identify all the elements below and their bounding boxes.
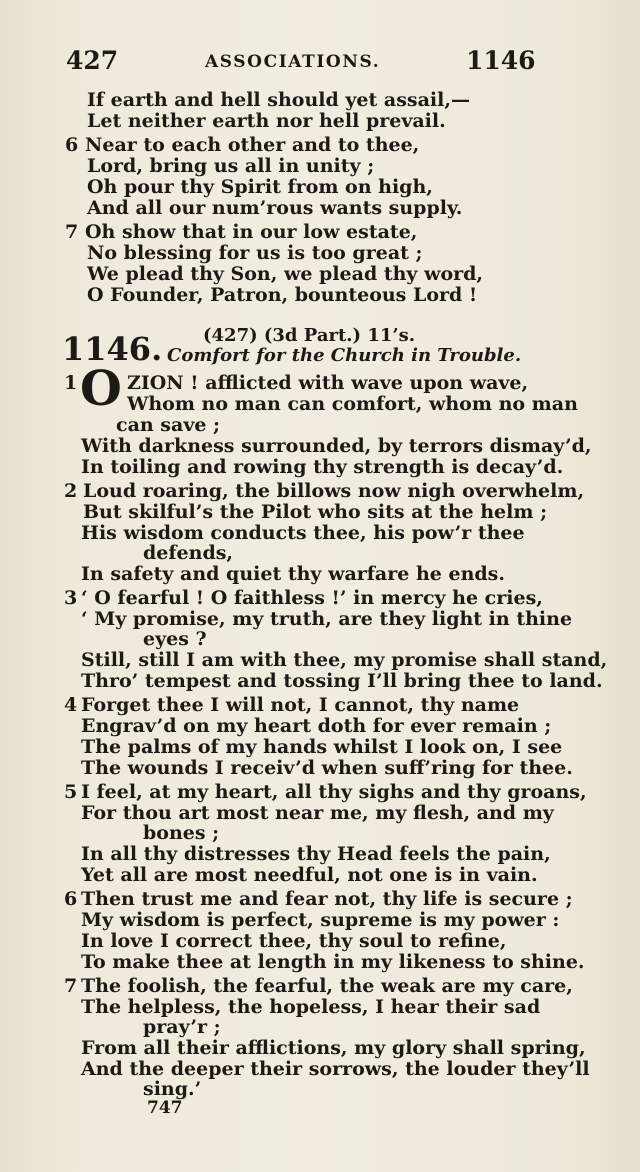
text-line: The wounds I receiv’d when suff’ring for thee. bbox=[81, 757, 573, 779]
text-line: ‘ O fearful ! O faithless !’ in mercy he cries, bbox=[81, 587, 543, 609]
verse-number: 7 bbox=[65, 221, 79, 243]
text-line: Loud roaring, the billows now nigh overwhelm, bbox=[83, 480, 585, 502]
header-hymn-number: 1146 bbox=[466, 46, 536, 75]
text-line: No blessing for us is too great ; bbox=[87, 242, 423, 264]
text-line: The helpless, the hopeless, I hear their sad bbox=[81, 996, 541, 1018]
text-line: The foolish, the fearful, the weak are my care, bbox=[81, 975, 573, 997]
text-line: Yet all are most needful, not one is in vain. bbox=[81, 864, 538, 886]
text-line: His wisdom conducts thee, his pow’r thee bbox=[81, 522, 525, 544]
verse-number: 5 bbox=[64, 781, 78, 803]
text-line: Thro’ tempest and tossing I’ll bring thee to land. bbox=[81, 670, 603, 692]
verse-number: 6 bbox=[64, 888, 78, 910]
text-line: And all our num’rous wants supply. bbox=[87, 197, 463, 219]
verse-number: 3 bbox=[64, 587, 78, 609]
text-line: ‘ My promise, my truth, are they light in thine bbox=[81, 608, 573, 630]
text-line: Let neither earth nor hell prevail. bbox=[87, 110, 446, 132]
text-line: ZION ! afflicted with wave upon wave, bbox=[127, 372, 529, 394]
text-line: O Founder, Patron, bounteous Lord ! bbox=[87, 284, 478, 306]
text-line: bones ; bbox=[143, 822, 220, 844]
text-line: The palms of my hands whilst I look on, I see bbox=[81, 736, 563, 758]
verse-number: 6 bbox=[65, 134, 79, 156]
text-line: I feel, at my heart, all thy sighs and thy groans, bbox=[81, 781, 587, 803]
header-page-number: 427 bbox=[66, 46, 119, 75]
text-line: In all thy distresses thy Head feels the pain, bbox=[81, 843, 551, 865]
text-line: We plead thy Son, we plead thy word, bbox=[87, 263, 484, 285]
text-line: In toiling and rowing thy strength is decay’d. bbox=[81, 456, 564, 478]
text-line: With darkness surrounded, by terrors dismay’d, bbox=[81, 435, 592, 457]
text-line: can save ; bbox=[116, 414, 221, 436]
text-line: eyes ? bbox=[143, 628, 207, 650]
verse-number: 2 bbox=[64, 480, 78, 502]
text-line: In safety and quiet thy warfare he ends. bbox=[81, 563, 505, 585]
verse-number: 4 bbox=[64, 694, 78, 716]
text-line: My wisdom is perfect, supreme is my power : bbox=[81, 909, 560, 931]
hymn-subtitle: Comfort for the Church in Trouble. bbox=[167, 345, 522, 366]
text-line: defends, bbox=[143, 542, 234, 564]
hymn-number: 1146. bbox=[62, 330, 163, 368]
footer-page-number: 747 bbox=[147, 1098, 183, 1118]
text-line: Near to each other and to thee, bbox=[85, 134, 420, 156]
text-line: pray’r ; bbox=[143, 1016, 221, 1038]
verse-number: 1 bbox=[64, 372, 78, 394]
hymn-meta: (427) (3d Part.) 11’s. bbox=[203, 325, 416, 346]
text-line: To make thee at length in my likeness to shine. bbox=[81, 951, 585, 973]
text-line: Whom no man can comfort, whom no man bbox=[127, 393, 578, 415]
verse-number: 7 bbox=[64, 975, 78, 997]
text-line: But skilful’s the Pilot who sits at the helm ; bbox=[83, 501, 548, 523]
text-line: Oh show that in our low estate, bbox=[85, 221, 418, 243]
text-line: And the deeper their sorrows, the louder they’ll bbox=[81, 1058, 590, 1080]
text-line: Still, still I am with thee, my promise shall stand, bbox=[81, 649, 608, 671]
text-line: Lord, bring us all in unity ; bbox=[87, 155, 375, 177]
text-line: Then trust me and fear not, thy life is secure ; bbox=[81, 888, 573, 910]
text-line: Engrav’d on my heart doth for ever remain ; bbox=[81, 715, 552, 737]
text-line: From all their afflictions, my glory shall spring, bbox=[81, 1037, 586, 1059]
text-line: Oh pour thy Spirit from on high, bbox=[87, 176, 433, 198]
header-title: ASSOCIATIONS. bbox=[205, 52, 381, 72]
text-line: For thou art most near me, my flesh, and my bbox=[81, 802, 554, 824]
text-line: sing.’ bbox=[143, 1078, 202, 1100]
drop-cap: O bbox=[80, 361, 122, 417]
text-line: Forget thee I will not, I cannot, thy name bbox=[81, 694, 520, 716]
text-line: In love I correct thee, thy soul to refine, bbox=[81, 930, 507, 952]
text-line: If earth and hell should yet assail,— bbox=[87, 89, 470, 111]
